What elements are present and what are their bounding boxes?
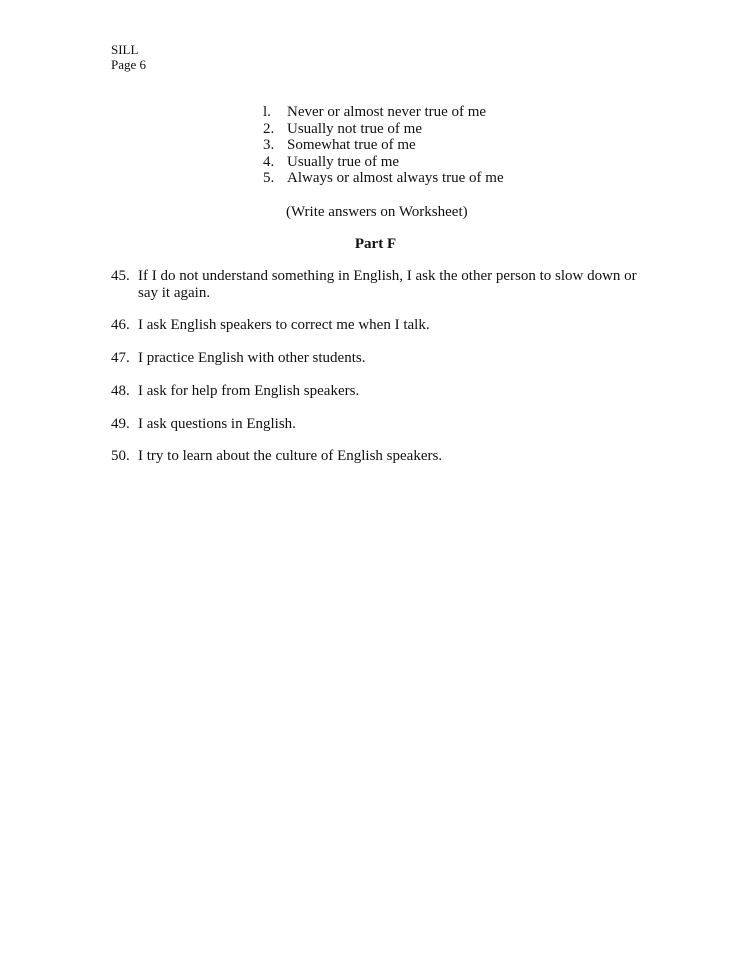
scale-label: Never or almost never true of me [287, 104, 487, 120]
question-number: 47. [111, 350, 130, 367]
question-number: 49. [111, 415, 130, 432]
question-text: If I do not understand something in English, I ask the other person to slow down or say it again. [138, 268, 637, 301]
question-text: I practice English with other students. [138, 350, 366, 367]
question-number: 46. [111, 317, 130, 334]
question-text: I try to learn about the culture of English speakers. [138, 448, 443, 465]
scale-number: l. [263, 104, 271, 120]
scale-number: 5. [263, 170, 275, 186]
document-code: SILL [111, 42, 139, 57]
scale-number: 4. [263, 153, 275, 170]
scale-option [263, 104, 504, 121]
scale-number: 3. [263, 137, 275, 153]
scale-option [263, 154, 504, 171]
question-item [111, 383, 641, 400]
page-number: Page 6 [111, 57, 147, 72]
question-text: I ask for help from English speakers. [138, 382, 360, 399]
response-scale [263, 104, 504, 187]
question-item [111, 268, 641, 301]
scale-number: 2. [263, 120, 275, 137]
question-item [111, 416, 641, 433]
page-header [111, 42, 146, 72]
scale-option [263, 121, 504, 138]
question-number: 45. [111, 268, 130, 284]
question-item [111, 448, 641, 465]
scale-label: Somewhat true of me [287, 137, 416, 153]
scale-label: Usually true of me [287, 153, 400, 170]
part-title: Part F [354, 236, 397, 252]
question-number: 50. [111, 448, 130, 465]
question-number: 48. [111, 382, 130, 399]
question-text: I ask questions in English. [138, 415, 296, 432]
worksheet-instruction: (Write answers on Worksheet) [286, 204, 468, 220]
question-item [111, 350, 641, 367]
scale-label: Usually not true of me [287, 120, 422, 137]
question-item [111, 317, 641, 334]
question-text: I ask English speakers to correct me when I talk. [138, 317, 430, 334]
scale-label: Always or almost always true of me [287, 170, 504, 186]
question-list [111, 268, 641, 481]
scale-option [263, 137, 504, 154]
scale-option [263, 170, 504, 187]
